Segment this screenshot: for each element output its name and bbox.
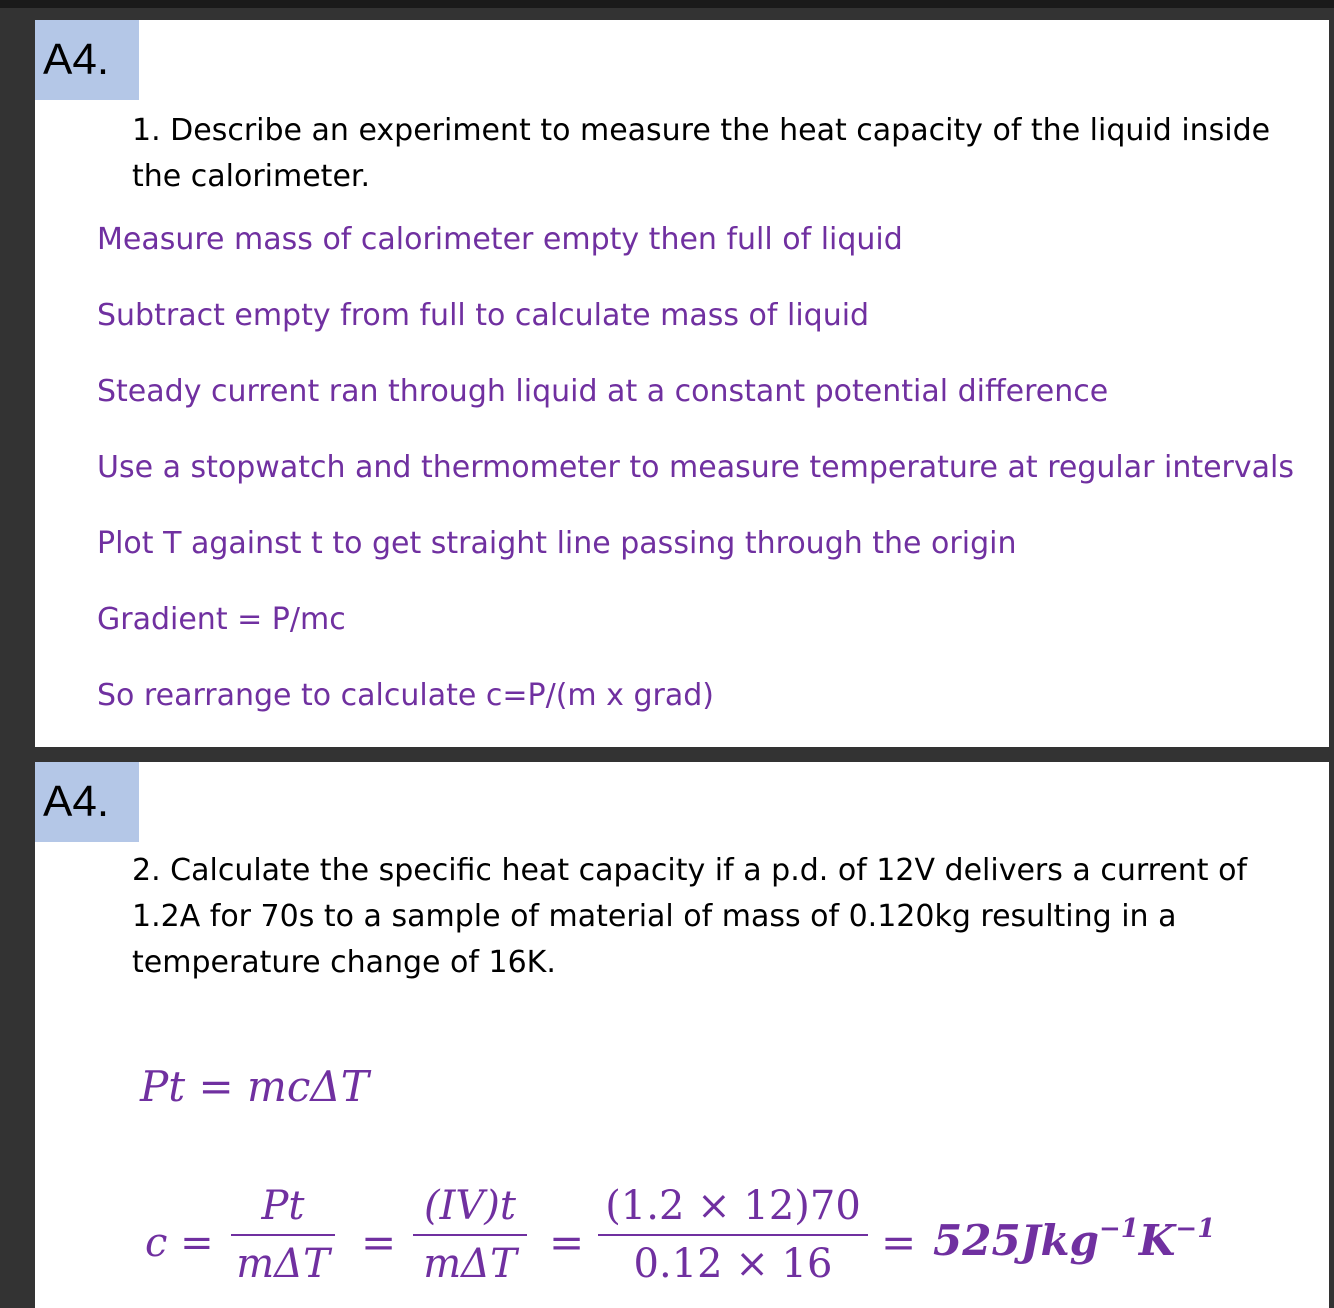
denominator: 0.12 × 16 [633, 1241, 833, 1287]
answer-line: Plot T against t to get straight line passing through the origin [97, 526, 1017, 561]
answer-line: Use a stopwatch and thermometer to measure temperature at regular intervals [97, 450, 1294, 485]
equals-sign: = [881, 1218, 917, 1267]
question-tag: A4. [35, 762, 139, 842]
question-panel-1 [35, 20, 1329, 747]
fraction-bar [598, 1234, 868, 1236]
top-strip [0, 0, 1334, 8]
result-exponent: −1 [1175, 1214, 1216, 1244]
numerator: (IV)t [424, 1183, 516, 1229]
fraction-ivt-over-mdt [413, 1182, 527, 1288]
equals-sign: = [549, 1218, 585, 1267]
numerator: Pt [261, 1183, 305, 1229]
result-unit-k: K [1138, 1216, 1176, 1265]
fraction-bar [231, 1234, 335, 1236]
answer-line: Gradient = P/mc [97, 602, 346, 637]
answer-line: Steady current ran through liquid at a constant potential difference [97, 374, 1109, 409]
question-text: 2. Calculate the specific heat capacity if a p.d. of 12V delivers a current of 1.2A for 70s to a sample of material of mass of 0.120kg resulting in a temperature change of 16K. [132, 853, 1248, 980]
answer-line: So rearrange to calculate c=P/(m x grad) [97, 678, 714, 713]
c-label: c = [145, 1220, 214, 1266]
result-number-unit: 525Jkg [933, 1216, 1100, 1265]
fraction-numeric [598, 1182, 868, 1288]
result-exponent: −1 [1099, 1214, 1139, 1244]
question-tag: A4. [35, 20, 139, 100]
question-text: 1. Describe an experiment to measure the heat capacity of the liquid inside the calorimeter. [132, 113, 1271, 194]
numerator: (1.2 × 12)70 [605, 1183, 861, 1229]
answer-line: Subtract empty from full to calculate mass of liquid [97, 298, 870, 333]
equation-pt-mcdt: Pt = mcΔT [140, 1062, 369, 1111]
fraction-pt-over-mdt [231, 1182, 335, 1288]
result-value [933, 1214, 1215, 1265]
equals-sign: = [361, 1218, 397, 1267]
denominator: mΔT [423, 1241, 517, 1287]
denominator: mΔT [236, 1241, 330, 1287]
fraction-bar [413, 1234, 527, 1236]
answer-line: Measure mass of calorimeter empty then full of liquid [97, 222, 903, 257]
question-panel-2 [35, 762, 1329, 1308]
